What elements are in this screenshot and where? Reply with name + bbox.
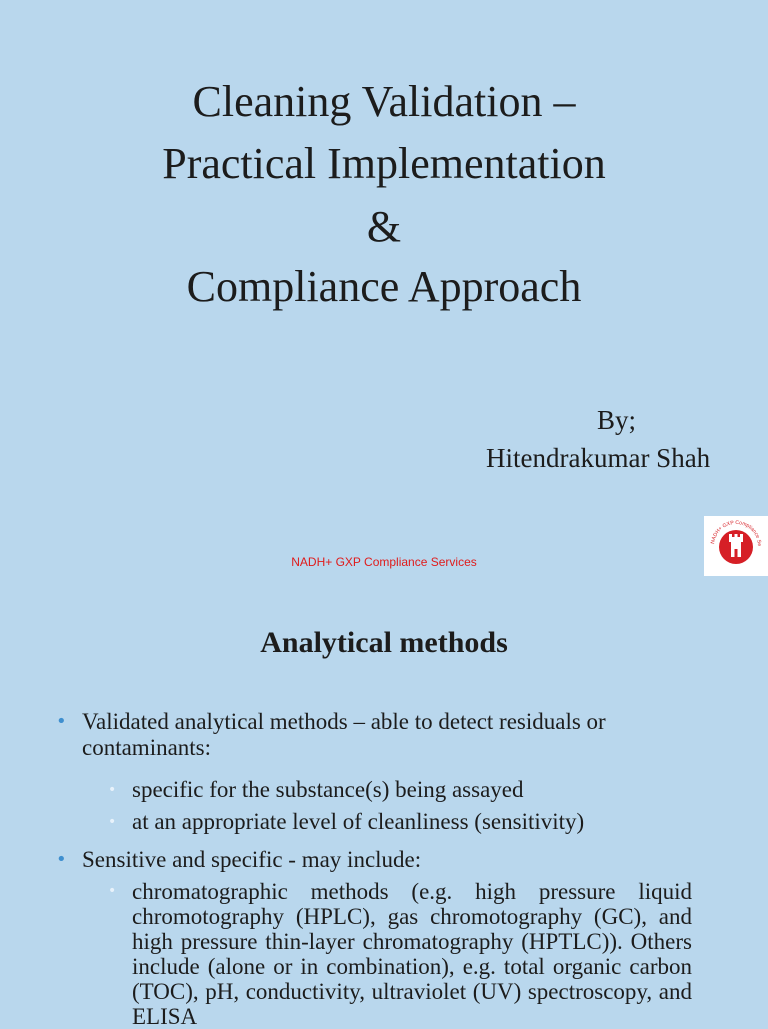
footer-company: NADH+ GXP Compliance Services	[291, 555, 477, 569]
sub-bullet-text: at an appropriate level of cleanliness (sensitivity)	[132, 809, 585, 834]
content-slide	[0, 592, 768, 1029]
sub-bullet-dot-icon: •	[108, 814, 117, 830]
sub-bullet-dot-icon: •	[108, 782, 117, 798]
sub-bullet-item	[108, 777, 692, 803]
bullet-dot-icon: •	[56, 711, 67, 732]
slide-title: Analytical methods	[260, 626, 508, 659]
sub-bullet-item	[108, 879, 692, 1029]
sub-bullet-text: chromatographic methods (e.g. high pressure liquid chromotography (HPLC), gas chromotography (GC), and high pressure thin-layer chromatography (HPTLC)). Others include (alone or in combination), e.g. total organic carbon (TOC), pH, conductivity, ultraviolet (UV) spectroscopy, and ELISA	[132, 879, 692, 1029]
bullet-item	[56, 847, 694, 873]
sub-bullet-dot-icon: •	[108, 883, 117, 899]
title-line-2: Practical Implementation	[162, 139, 606, 188]
author-name: Hitendrakumar Shah	[486, 443, 711, 473]
bullet-dot-icon: •	[56, 849, 67, 870]
title-line-1: Cleaning Validation –	[192, 77, 576, 126]
sub-bullet-item	[108, 809, 692, 835]
title-line-3: &	[366, 202, 402, 251]
sub-bullet-text: specific for the substance(s) being assayed	[132, 777, 524, 802]
title-line-4: Compliance Approach	[186, 262, 582, 311]
bullet-text: Sensitive and specific - may include:	[82, 847, 422, 872]
bullet-item	[56, 709, 694, 761]
bullet-text: Validated analytical methods – able to detect residuals or contaminants:	[82, 709, 606, 760]
logo-ring-text: NADH+ GXP Compliance Se	[710, 519, 763, 547]
company-logo-icon	[704, 516, 768, 576]
by-label: By;	[597, 405, 637, 435]
